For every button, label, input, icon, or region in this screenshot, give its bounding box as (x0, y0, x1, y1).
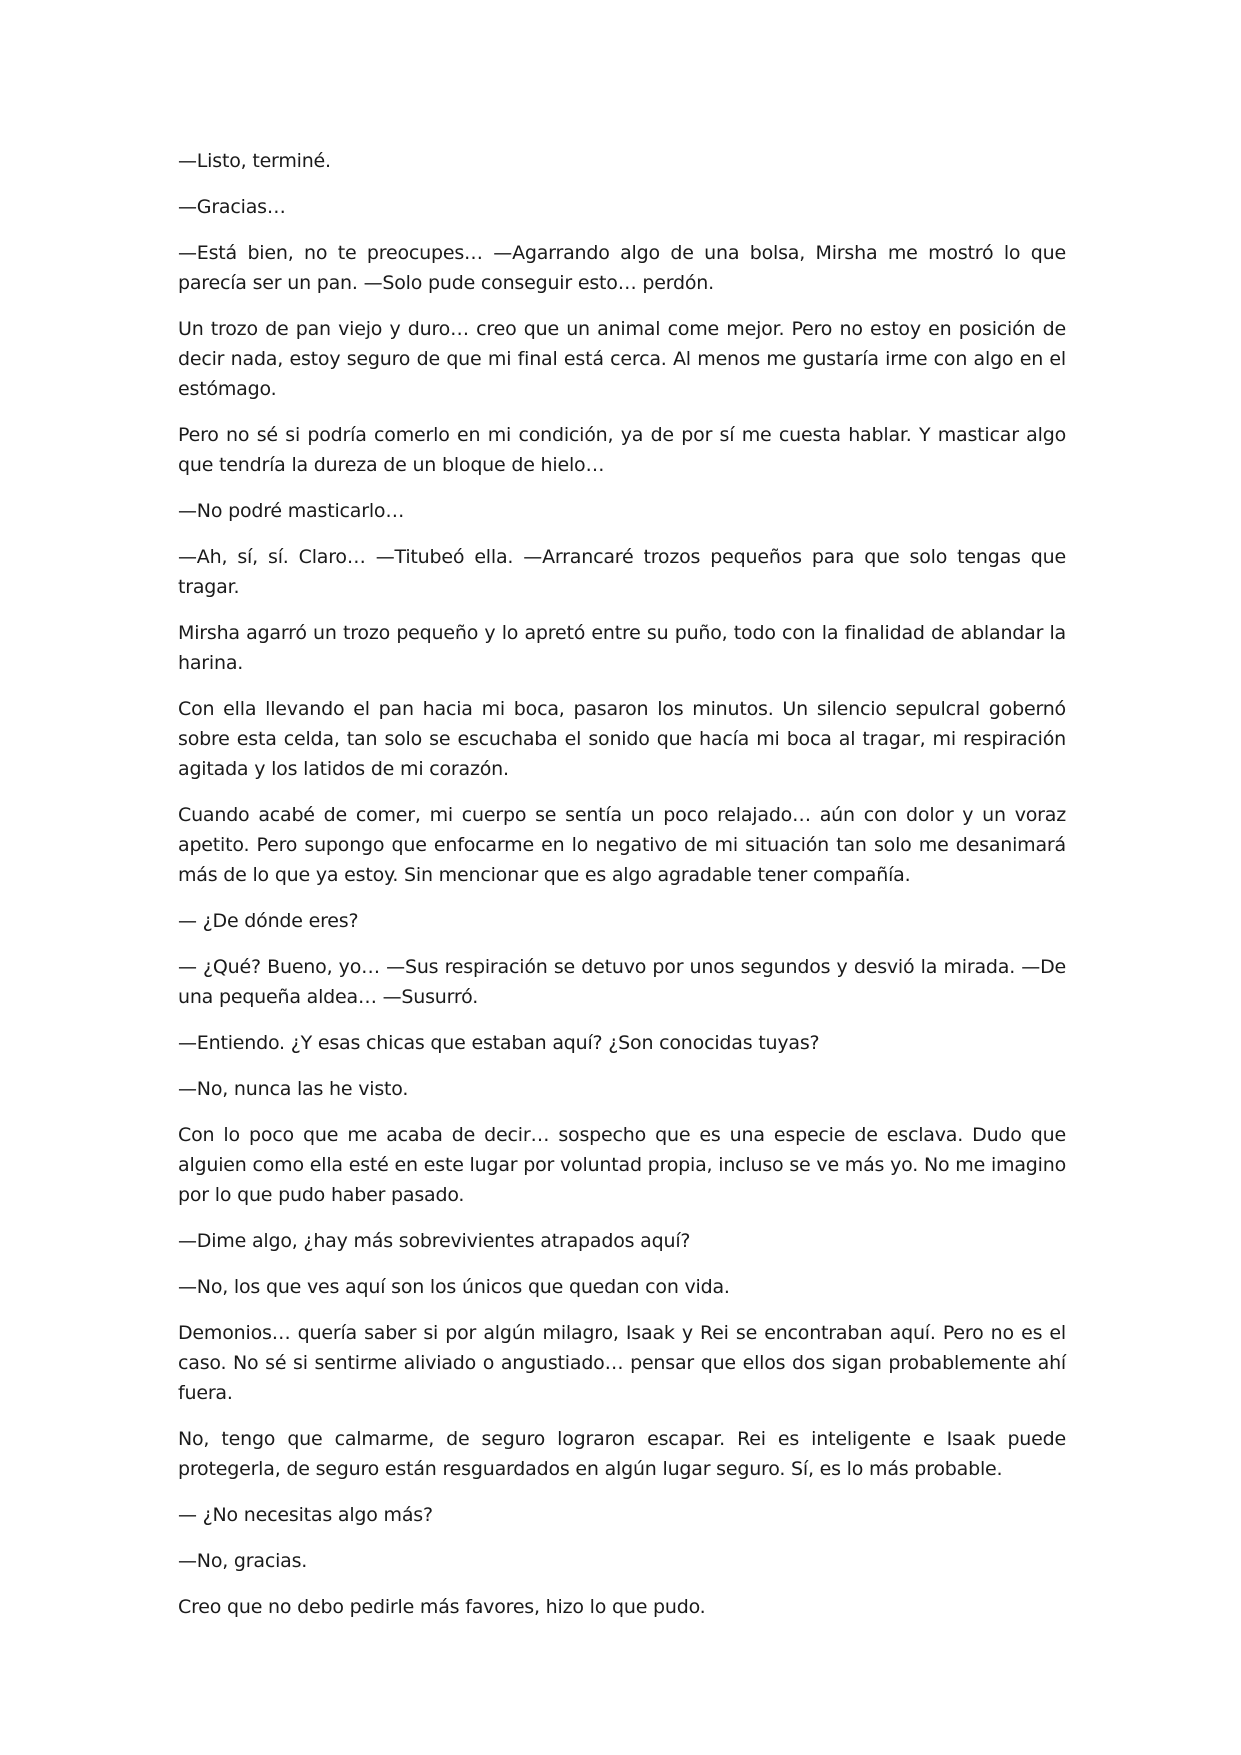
paragraph: Un trozo de pan viejo y duro… creo que un animal come mejor. Pero no estoy en posición de decir nada, estoy seguro de que mi final está cerca. Al menos me gustaría irme con algo en el estómago. (178, 318, 1066, 400)
paragraph: —No, los que ves aquí son los únicos que quedan con vida. (178, 1276, 730, 1298)
paragraph: —Entiendo. ¿Y esas chicas que estaban aquí? ¿Son conocidas tuyas? (178, 1032, 820, 1054)
paragraph: Demonios… quería saber si por algún milagro, Isaak y Rei se encontraban aquí. Pero no es el caso. No sé si sentirme aliviado o angustiado… pensar que ellos dos sigan probablemente ahí fuera. (178, 1322, 1066, 1404)
paragraph: —No, nunca las he visto. (178, 1078, 409, 1100)
paragraph: —Listo, terminé. (178, 150, 331, 172)
paragraph: —Ah, sí, sí. Claro… —Titubeó ella. —Arrancaré trozos pequeños para que solo tengas que tragar. (178, 546, 1066, 598)
paragraph: — ¿No necesitas algo más? (178, 1504, 433, 1526)
paragraph: Con ella llevando el pan hacia mi boca, pasaron los minutos. Un silencio sepulcral gobernó sobre esta celda, tan solo se escuchaba el sonido que hacía mi boca al tragar, mi respiración agitada y los latidos de mi corazón. (178, 698, 1066, 780)
paragraph: —No, gracias. (178, 1550, 308, 1572)
body-text (178, 146, 1066, 1638)
paragraph: Pero no sé si podría comerlo en mi condición, ya de por sí me cuesta hablar. Y masticar algo que tendría la dureza de un bloque de hielo… (178, 424, 1066, 476)
paragraph: —No podré masticarlo… (178, 500, 405, 522)
paragraph: —Gracias… (178, 196, 286, 218)
paragraph: —Está bien, no te preocupes… —Agarrando algo de una bolsa, Mirsha me mostró lo que parecía ser un pan. —Solo pude conseguir esto… perdón. (178, 242, 1066, 294)
paragraph: No, tengo que calmarme, de seguro lograron escapar. Rei es inteligente e Isaak puede protegerla, de seguro están resguardados en algún lugar seguro. Sí, es lo más probable. (178, 1428, 1066, 1480)
paragraph: Cuando acabé de comer, mi cuerpo se sentía un poco relajado… aún con dolor y un voraz apetito. Pero supongo que enfocarme en lo negativo de mi situación tan solo me desanimará más de lo que ya estoy. Sin mencionar que es algo agradable tener compañía. (178, 804, 1066, 886)
paragraph: Mirsha agarró un trozo pequeño y lo apretó entre su puño, todo con la finalidad de ablandar la harina. (178, 622, 1066, 674)
paragraph: — ¿Qué? Bueno, yo… —Sus respiración se detuvo por unos segundos y desvió la mirada. —De una pequeña aldea… —Susurró. (178, 956, 1066, 1008)
paragraph: — ¿De dónde eres? (178, 910, 359, 932)
paragraph: Creo que no debo pedirle más favores, hizo lo que pudo. (178, 1596, 706, 1618)
paragraph: —Dime algo, ¿hay más sobrevivientes atrapados aquí? (178, 1230, 691, 1252)
paragraph: Con lo poco que me acaba de decir… sospecho que es una especie de esclava. Dudo que alguien como ella esté en este lugar por voluntad propia, incluso se ve más yo. No me imagino por lo que pudo haber pasado. (178, 1124, 1066, 1206)
